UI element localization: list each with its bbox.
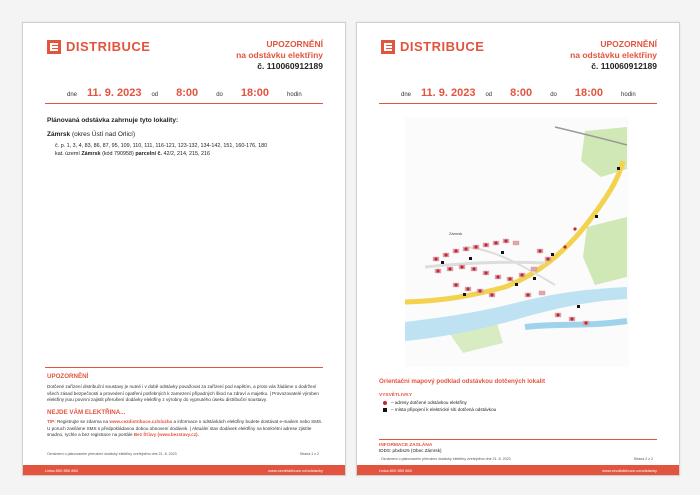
notice-subtitle: na odstávku elektřiny: [570, 50, 657, 60]
page-number: Strana 1 z 2: [299, 452, 319, 456]
warning-heading: UPOZORNĚNÍ: [47, 373, 89, 380]
locality-district: (okres Ústí nad Orlicí): [71, 131, 136, 138]
info-text: IDDS: pbxbsz5 (Obec Zámrsk): [379, 448, 442, 453]
ku-name: Zámrsk: [81, 151, 101, 157]
service-link[interactable]: www.cezdistribuce.cz/sluzba: [109, 419, 173, 424]
notice-number: č. 110060912189: [591, 61, 657, 71]
legend-label: – adresy dotčené odstávkou elektřiny: [391, 400, 467, 405]
end-time: 18:00: [574, 87, 604, 99]
end-time: 18:00: [240, 87, 270, 99]
tip-text-b: a informace o odstávkách elektřiny budete dostávat e-mailem nebo SMS. U poruch zasíláme SMS s předpokládanou dobou obnovení dodávek. | Aktuální stav dodávek elektřiny na konkrétní adrese zjistíte snadno, rychle a bez registrace na portále: [47, 419, 323, 438]
notice-title: UPOZORNĚNÍ: [266, 39, 323, 49]
localities-heading: Plánovaná odstávka zahrnuje tyto lokality:: [47, 117, 179, 124]
notice-title: UPOZORNĚNÍ: [600, 39, 657, 49]
house-numbers: č. p. 1, 3, 4, 83, 86, 87, 95, 109, 110, 111, 116-121, 123-132, 134-142, 151, 160-176, 180: [55, 143, 268, 149]
info-heading: INFORMACE ZASLÁNA: [379, 443, 433, 448]
map-caption: Orientační mapový podklad odstávkou dotčených lokalit: [379, 378, 546, 385]
footer-bar: [23, 465, 345, 475]
cez-logo-icon: [47, 40, 61, 54]
legend-label: – místa připojení k elektrické síti dotčená odstávkou: [391, 407, 497, 412]
ku-prefix: kat. území: [55, 151, 80, 157]
footer-link[interactable]: www.cezdistribuce.cz/odstavky: [268, 467, 323, 473]
legend-item-connections: [383, 407, 657, 412]
footer-link[interactable]: www.cezdistribuce.cz/odstavky: [602, 467, 657, 473]
map-place-label: Zámrsk: [449, 231, 463, 236]
to-label: do: [550, 92, 557, 98]
locality-name: Zámrsk: [47, 131, 71, 138]
divider: [379, 103, 657, 104]
publication-note: Oznámení o plánovaném přerušení dodávky elektřiny zveřejněno dne 21. 8. 2023: [47, 452, 177, 456]
outage-date: 11. 9. 2023: [421, 87, 476, 99]
tip-section: [47, 409, 323, 439]
divider: [45, 367, 323, 368]
footer-hotline: Linka 800 850 860: [379, 467, 412, 473]
divider: [379, 439, 657, 440]
brand-logo: [47, 39, 150, 54]
brand-name: DISTRIBUCE: [66, 39, 151, 54]
hours-label: hodin: [621, 92, 636, 98]
page-number: Strana 2 z 2: [633, 457, 653, 461]
sent-info: [379, 443, 442, 453]
footer-bar: [357, 465, 679, 475]
notice-header: [570, 39, 657, 72]
legend-item-addresses: [383, 400, 657, 405]
outage-map[interactable]: [405, 117, 629, 367]
cadastral-line: [47, 150, 323, 158]
warning-section: [47, 373, 323, 404]
notice-header: [236, 39, 323, 72]
publication-note: Oznámení o plánovaném přerušení dodávky elektřiny zveřejněno dne 21. 8. 2023: [381, 457, 511, 461]
brand-name: DISTRIBUCE: [400, 39, 485, 54]
parcel-label: parcelní č.: [135, 151, 163, 157]
notice-subtitle: na odstávku elektřiny: [236, 50, 323, 60]
address-dot-icon: [383, 401, 387, 405]
from-label: od: [485, 92, 493, 98]
map-graphic: [405, 117, 629, 367]
brand-logo: [381, 39, 484, 54]
connection-square-icon: [383, 408, 387, 412]
outage-date: 11. 9. 2023: [87, 87, 142, 99]
tip-heading: NEJDE VÁM ELEKTŘINA...: [47, 409, 126, 416]
parcel-numbers: 42/2, 214, 215, 216: [163, 151, 210, 157]
notice-number: č. 110060912189: [257, 61, 323, 71]
warning-text: Dotčené zařízení distribuční soustavy je nutné i v době odstávky považovat za zařízení pod napětím, a proto vás žádáme o dodržení všech zásad bezpečnosti a provedení opatření potřebných k zamezení případných škod na zdraví a majetku. | Provozovatelé výroben elektřiny jsou povinni zajistit přerušení dodávky elektřiny z výrobny do vypnutého úseku distribuční soustavy.: [47, 384, 319, 403]
locality: [47, 131, 323, 139]
day-label: dne: [401, 92, 412, 98]
start-time: 8:00: [510, 87, 533, 99]
legend-heading: VYSVĚTLIVKY: [379, 393, 413, 398]
localities-section: [47, 117, 323, 158]
from-label: od: [151, 92, 159, 98]
legend: [379, 378, 657, 412]
divider: [45, 103, 323, 104]
hours-label: hodin: [287, 92, 302, 98]
start-time: 8:00: [176, 87, 199, 99]
schedule-row: [401, 87, 639, 99]
day-label: dne: [67, 92, 78, 98]
notice-page-1: [22, 22, 346, 476]
portal-link[interactable]: Bez Šťávy (www.bezstavy.cz).: [133, 432, 199, 438]
to-label: do: [216, 92, 223, 98]
ku-code: (kód 790958): [102, 151, 134, 157]
tip-text: [47, 419, 323, 439]
footer-hotline: Linka 800 850 860: [45, 467, 78, 473]
tip-prefix: TIP:: [47, 419, 56, 424]
tip-text-a: Registrujte se zdarma na: [56, 419, 109, 424]
schedule-row: [67, 87, 305, 99]
notice-page-2: [356, 22, 680, 476]
cez-logo-icon: [381, 40, 395, 54]
